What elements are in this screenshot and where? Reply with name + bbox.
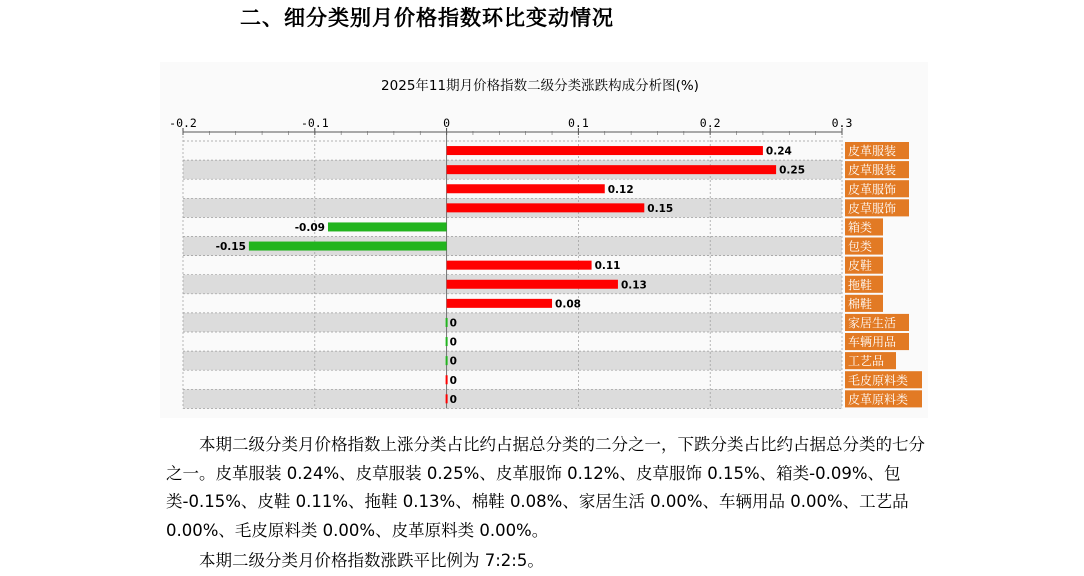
bar: [446, 337, 448, 346]
bar: [447, 299, 552, 308]
row-stripe: [183, 351, 842, 370]
bar: [447, 203, 645, 212]
category-label: 家居生活: [848, 315, 897, 330]
bar: [447, 280, 618, 289]
bar: [446, 318, 448, 327]
bar: [328, 222, 447, 231]
bar: [447, 184, 605, 193]
category-label: 皮革服装: [848, 144, 897, 159]
bar-value-label: -0.15: [215, 241, 246, 254]
category-label: 包类: [848, 239, 873, 254]
bar-value-label: 0: [449, 374, 457, 387]
x-tick-label: -0.1: [300, 116, 329, 130]
bar-value-label: 0: [449, 317, 457, 330]
category-label: 毛皮原料类: [848, 373, 909, 388]
bar-value-label: 0.11: [594, 260, 621, 273]
category-label: 皮草服装: [848, 163, 897, 178]
category-label: 车辆用品: [848, 335, 897, 350]
bar-value-label: 0.24: [765, 145, 792, 158]
ratio-paragraph: 本期二级分类月价格指数涨跌平比例为 7:2:5。: [199, 551, 544, 570]
x-tick-label: -0.2: [169, 116, 197, 130]
bar-value-label: 0.25: [779, 164, 806, 177]
category-label: 拖鞋: [848, 277, 873, 292]
category-label: 皮鞋: [848, 258, 873, 273]
analysis-paragraph: 本期二级分类月价格指数上涨分类占比约占据总分类的二分之一，下跌分类占比约占据总分类的七分之一。皮革服装 0.24%、皮草服装 0.25%、皮革服饰 0.12%、皮草服饰 0.15%、箱类-0.09%、包类-0.15%、皮鞋 0.11%、拖鞋 0.13%、棉鞋 0.08%、家居生活 0.00%、车辆用品 0.00%、工艺品 0.00%、毛皮原料类 0.00%、皮革原料类 0.00%。: [166, 435, 925, 540]
bar-value-label: 0.12: [607, 183, 634, 196]
x-tick-label: 0.2: [699, 116, 721, 130]
row-stripe: [183, 313, 842, 332]
bar-value-label: 0.08: [555, 298, 581, 311]
bar-value-label: 0: [449, 336, 457, 349]
category-label: 皮草服饰: [848, 201, 897, 216]
bar-value-label: 0.13: [620, 279, 647, 292]
chart-title: 2025年11期月价格指数二级分类涨跌构成分析图(%): [381, 78, 699, 94]
row-stripe: [183, 389, 842, 408]
bar-value-label: -0.09: [294, 221, 325, 234]
category-label: 工艺品: [848, 354, 885, 369]
bar: [447, 261, 592, 270]
category-label: 箱类: [848, 220, 873, 235]
category-label: 皮革服饰: [848, 182, 897, 197]
section-heading: 二、细分类别月价格指数环比变动情况: [240, 6, 614, 30]
bar-value-label: 0: [449, 355, 457, 368]
bar: [446, 394, 448, 403]
bar: [249, 242, 447, 251]
bar-value-label: 0: [449, 393, 457, 406]
x-tick-label: 0.1: [568, 116, 589, 130]
bar: [446, 375, 448, 384]
bar: [447, 165, 776, 174]
category-label: 棉鞋: [848, 296, 873, 311]
bar: [446, 356, 448, 365]
bar-value-label: 0.15: [647, 202, 674, 215]
x-tick-label: 0: [443, 116, 451, 130]
bar: [447, 146, 763, 155]
category-label: 皮革原料类: [848, 392, 909, 407]
x-tick-label: 0.3: [831, 116, 853, 130]
